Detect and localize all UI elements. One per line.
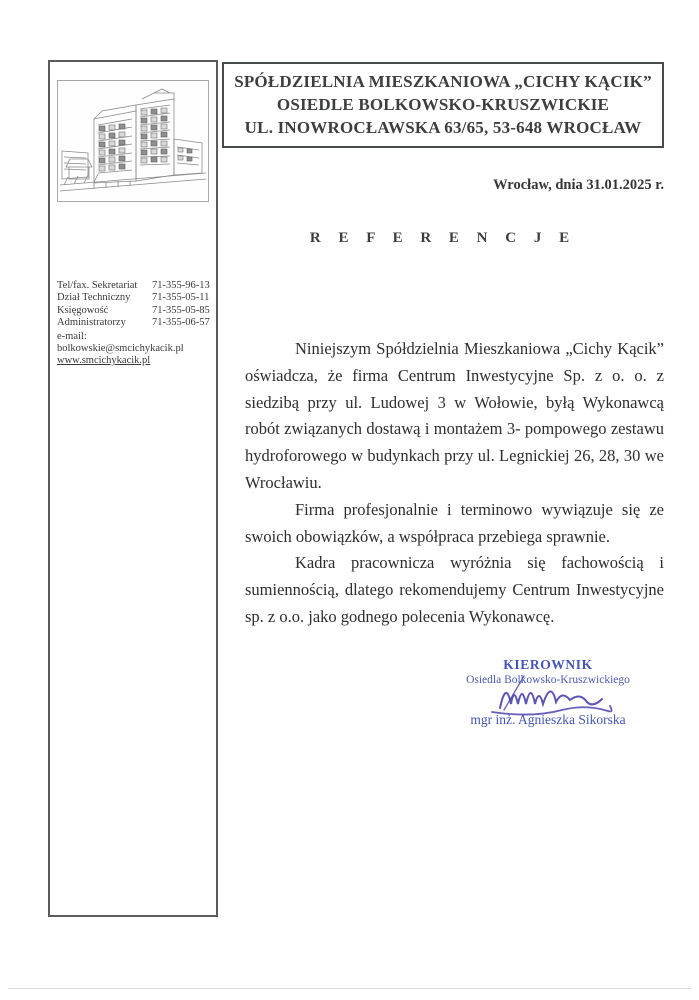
date-line: Wrocław, dnia 31.01.2025 r. bbox=[493, 177, 664, 193]
contact-row bbox=[57, 305, 215, 317]
org-estate: OSIEDLE BOLKOWSKO-KRUSZWICKIE bbox=[276, 95, 610, 114]
paragraph-1: Niniejszym Spółdzielnia Mieszkaniowa „Cichy Kącik” oświadcza, że firma Centrum Inwestycyjne Sp. z o. o. z siedzibą przy ul. Ludowej 3 w Wołowie, byłą Wykonawcą robót związanych dostawą i montażem 3- pompowego zestawu hydroforowego w budynkach przy ul. Legnickiej 26, 28, 30 we Wrocławiu. bbox=[245, 339, 664, 492]
building-photo-frame bbox=[57, 80, 209, 202]
contact-row bbox=[57, 317, 215, 329]
contact-row bbox=[57, 280, 215, 292]
signer-role-stamp: KIEROWNIK bbox=[503, 657, 593, 672]
contact-label: Księgowość bbox=[57, 304, 109, 316]
contact-label: Dział Techniczny bbox=[57, 292, 131, 304]
website-link[interactable]: www.smcichykacik.pl bbox=[57, 355, 151, 367]
scan-artifact-line bbox=[8, 988, 691, 989]
paragraph-2: Firma profesjonalnie i terminowo wywiązuje się ze swoich obowiązków, a współpraca przebiega sprawnie. bbox=[245, 499, 664, 546]
paragraph-3: Kadra pracownicza wyróżnia się fachowością i sumiennością, dlatego rekomendujemy Centrum Inwestycyjne sp. z o.o. jako godnego polecenia Wykonawcę. bbox=[245, 553, 664, 626]
letterhead-box bbox=[222, 62, 664, 148]
contact-label: Tel/fax. Sekretariat bbox=[57, 280, 138, 291]
document-title: R E F E R E N C J E bbox=[309, 230, 577, 246]
contact-phone: 71-355-05-11 bbox=[152, 292, 210, 304]
contact-label: Administratorzy bbox=[57, 317, 126, 329]
letter-body bbox=[245, 336, 664, 631]
signature-block bbox=[428, 657, 668, 728]
letterhead-sidebar bbox=[48, 60, 218, 917]
contact-info bbox=[57, 280, 215, 368]
signer-name-stamp: mgr inż. Agnieszka Sikorska bbox=[470, 712, 626, 727]
contact-phone: 71-355-06-57 bbox=[152, 317, 210, 329]
contact-phone: 71-355-96-13 bbox=[152, 280, 210, 291]
org-address: UL. INOWROCŁAWSKA 63/65, 53-648 WROCŁAW bbox=[244, 118, 642, 137]
contact-row bbox=[57, 292, 215, 304]
apartment-building-sketch-image bbox=[58, 81, 208, 201]
contact-phone: 71-355-05-85 bbox=[152, 304, 210, 316]
org-name: SPÓŁDZIELNIA MIESZKANIOWA „CICHY KĄCIK” bbox=[234, 72, 652, 91]
signer-unit-stamp: Osiedla Bolkowsko-Kruszwickiego bbox=[466, 674, 630, 686]
contact-email: e-mail: bolkowskie@smcichykacik.pl bbox=[57, 330, 184, 355]
